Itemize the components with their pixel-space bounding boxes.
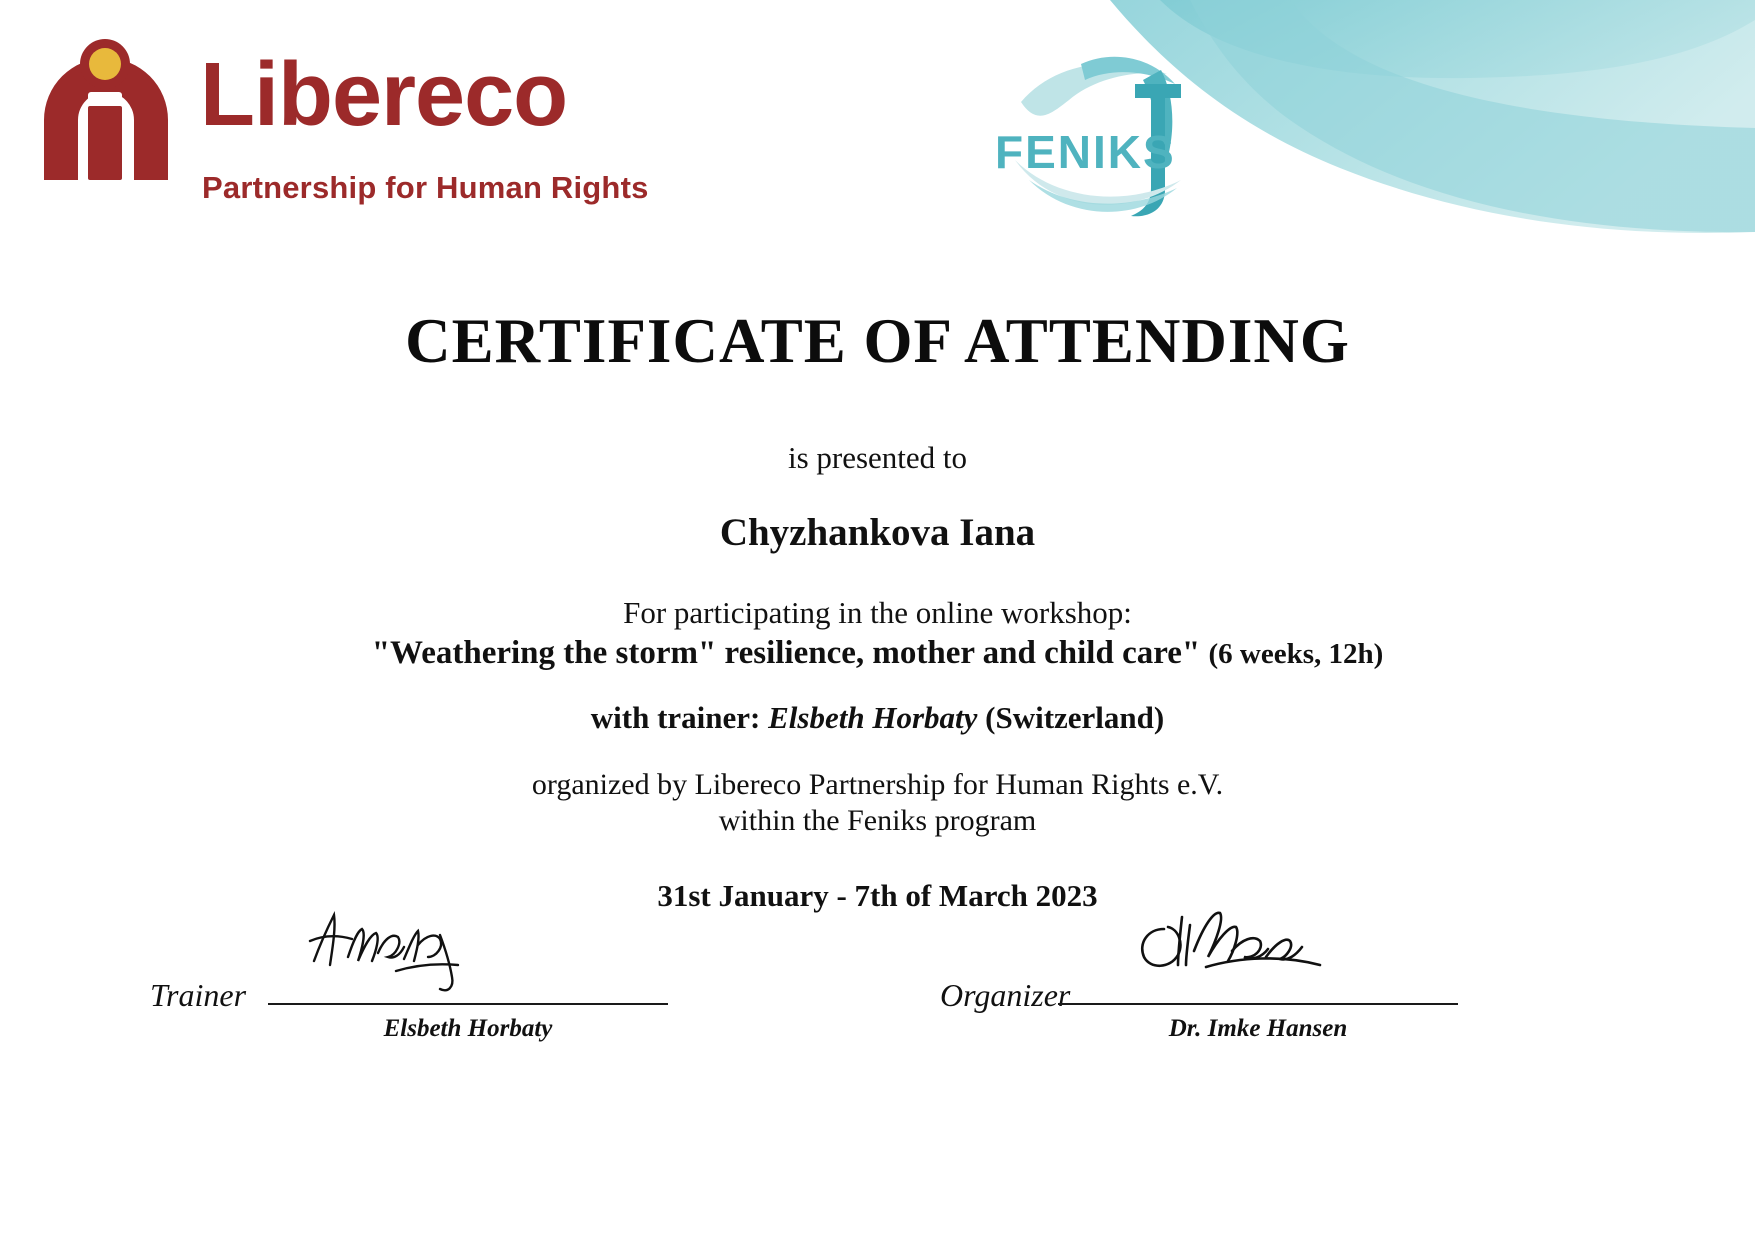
feniks-logo [985, 40, 1225, 230]
libereco-tagline: Partnership for Human Rights [202, 170, 649, 205]
signature-area [0, 905, 1755, 1065]
workshop-duration: (6 weeks, 12h) [1208, 638, 1384, 670]
page-title: CERTIFICATE OF ATTENDING [405, 306, 1350, 376]
participation-label: For participating in the online workshop: [623, 595, 1132, 630]
signature-rule-organizer [1058, 1003, 1458, 1005]
trainer-signature-icon [300, 895, 630, 1005]
feniks-wordmark: FENIKS [995, 126, 1176, 178]
trainer-label: with trainer: [590, 700, 761, 735]
workshop-line [0, 635, 1755, 672]
date-range: 31st January - 7th of March 2023 [657, 878, 1098, 913]
trainer-name: Elsbeth Horbaty [768, 700, 978, 735]
certificate-header [0, 0, 1755, 268]
libereco-wordmark: Libereco [200, 45, 568, 145]
signature-role-trainer: Trainer [150, 977, 247, 1013]
libereco-mark-icon [30, 28, 180, 188]
trainer-country: (Switzerland) [985, 700, 1165, 735]
signature-name-trainer: Elsbeth Horbaty [383, 1015, 553, 1042]
organizer-statement: organized by Libereco Partnership for Human Rights e.V. [531, 768, 1224, 801]
recipient-name: Chyzhankova Iana [719, 511, 1036, 554]
signature-name-organizer: Dr. Imke Hansen [1168, 1015, 1348, 1042]
organizer-signature-icon [1090, 895, 1420, 1005]
presented-to-label: is presented to [787, 440, 968, 475]
workshop-title: "Weathering the storm" resilience, mother and child care" [371, 635, 1201, 671]
certificate-body [0, 440, 1755, 914]
signature-role-organizer: Organizer [940, 977, 1071, 1013]
libereco-logo [30, 28, 700, 208]
trainer-line [0, 700, 1755, 736]
signature-rule-trainer [268, 1003, 668, 1005]
program-statement: within the Feniks program [718, 804, 1037, 837]
